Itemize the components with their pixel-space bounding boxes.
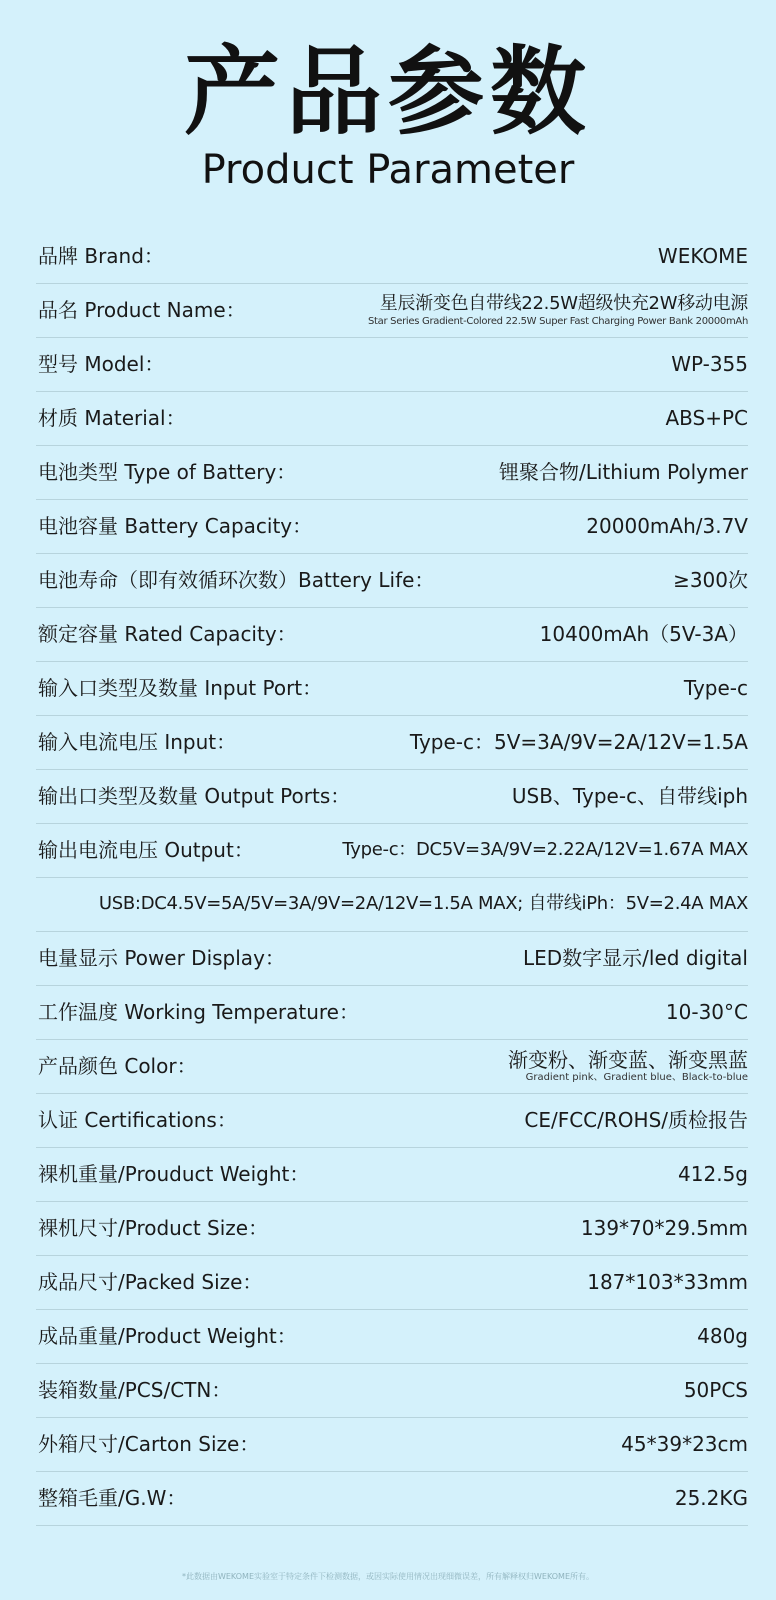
row-value: 139*70*29.5mm xyxy=(580,1216,748,1240)
row-value: 25.2KG xyxy=(674,1486,748,1510)
row-value-sub: Gradient pink、Gradient blue、Black-to-blue xyxy=(525,1072,748,1083)
title-block xyxy=(0,36,776,194)
row-label: 品牌 Brand： xyxy=(38,244,164,268)
row-label: 型号 Model： xyxy=(38,352,165,376)
table-row-output-usb xyxy=(36,878,748,932)
table-row-packed-size xyxy=(36,1256,748,1310)
table-row-rated-capacity xyxy=(36,608,748,662)
table-row-working-temperature xyxy=(36,986,748,1040)
row-value: WP-355 xyxy=(671,352,748,376)
row-value xyxy=(508,1048,748,1084)
row-value: Type-c：DC5V=3A/9V=2.22A/12V=1.67A MAX xyxy=(342,839,748,860)
row-label: 电池寿命（即有效循环次数）Battery Life： xyxy=(38,568,435,592)
table-row-packed-weight xyxy=(36,1310,748,1364)
row-value: LED数字显示/led digital xyxy=(523,946,748,970)
table-row-color xyxy=(36,1040,748,1094)
table-row-product-size xyxy=(36,1202,748,1256)
table-row-certifications xyxy=(36,1094,748,1148)
row-label: 品名 Product Name： xyxy=(38,298,246,322)
table-row-battery-type xyxy=(36,446,748,500)
row-value: CE/FCC/ROHS/质检报告 xyxy=(524,1108,748,1132)
row-value: ABS+PC xyxy=(665,406,748,430)
row-label: 输入口类型及数量 Input Port： xyxy=(38,676,323,700)
row-value-main: 星辰渐变色自带线22.5W超级快充2W移动电源 xyxy=(379,293,748,314)
row-value: 锂聚合物/Lithium Polymer xyxy=(498,460,748,484)
row-label: 额定容量 Rated Capacity： xyxy=(38,622,297,646)
table-row-power-display xyxy=(36,932,748,986)
table-row-material xyxy=(36,392,748,446)
table-row-battery-capacity xyxy=(36,500,748,554)
row-value: 480g xyxy=(697,1324,748,1348)
row-label: 认证 Certifications： xyxy=(38,1108,237,1132)
row-label: 裸机尺寸/Product Size： xyxy=(38,1216,269,1240)
page-title-english: Product Parameter xyxy=(201,147,575,193)
row-value: 412.5g xyxy=(678,1162,748,1186)
parameter-table xyxy=(36,230,748,1526)
row-value: USB、Type-c、自带线iph xyxy=(511,784,748,808)
row-label: 成品尺寸/Packed Size： xyxy=(38,1270,263,1294)
table-row-gross-weight xyxy=(36,1472,748,1526)
row-value: 45*39*23cm xyxy=(621,1432,748,1456)
row-label: 外箱尺寸/Carton Size： xyxy=(38,1432,260,1456)
row-label: 电池容量 Battery Capacity： xyxy=(38,514,313,538)
table-row-model xyxy=(36,338,748,392)
row-label: 输出电流电压 Output： xyxy=(38,838,254,862)
row-value: WEKOME xyxy=(657,244,748,268)
row-value: ≥300次 xyxy=(673,568,748,592)
row-label: 输出口类型及数量 Output Ports： xyxy=(38,784,351,808)
table-row-output xyxy=(36,824,748,878)
row-value-sub: Star Series Gradient-Colored 22.5W Super Fast Charging Power Bank 20000mAh xyxy=(367,316,748,327)
page-title-chinese: 产品参数 xyxy=(184,36,592,148)
row-label: 裸机重量/Prouduct Weight： xyxy=(38,1162,310,1186)
row-value xyxy=(368,292,748,328)
row-value: USB:DC4.5V=5A/5V=3A/9V=2A/12V=1.5A MAX; 自带线iPh：5V=2.4A MAX xyxy=(98,893,748,914)
table-row-brand xyxy=(36,230,748,284)
table-row-input xyxy=(36,716,748,770)
row-value: 50PCS xyxy=(683,1378,748,1402)
row-value: Type-c：5V=3A/9V=2A/12V=1.5A xyxy=(409,730,748,754)
row-label: 整箱毛重/G.W： xyxy=(38,1486,187,1510)
row-value: 10400mAh（5V-3A） xyxy=(539,622,748,646)
table-row-pcs-per-carton xyxy=(36,1364,748,1418)
row-label: 电池类型 Type of Battery： xyxy=(38,460,297,484)
disclaimer-footnote: *此数据由WEKOME实验室于特定条件下检测数据，或因实际使用情况出现细微误差，所有解释权归WEKOME所有。 xyxy=(181,1572,595,1581)
row-label: 成品重量/Product Weight： xyxy=(38,1324,297,1348)
row-value: 187*103*33mm xyxy=(587,1270,748,1294)
row-label: 装箱数量/PCS/CTN： xyxy=(38,1378,232,1402)
table-row-input-port xyxy=(36,662,748,716)
row-value: Type-c xyxy=(683,676,748,700)
row-label: 工作温度 Working Temperature： xyxy=(38,1000,359,1024)
table-row-product-weight xyxy=(36,1148,748,1202)
row-label: 输入电流电压 Input： xyxy=(38,730,237,754)
table-row-output-ports xyxy=(36,770,748,824)
table-row-carton-size xyxy=(36,1418,748,1472)
table-row-product-name xyxy=(36,284,748,338)
row-label: 产品颜色 Color： xyxy=(38,1054,197,1078)
row-value-main: 渐变粉、渐变蓝、渐变黑蓝 xyxy=(508,1048,748,1072)
table-row-battery-life xyxy=(36,554,748,608)
row-value: 10-30°C xyxy=(665,1000,748,1024)
row-label: 电量显示 Power Display： xyxy=(38,946,285,970)
row-value: 20000mAh/3.7V xyxy=(586,514,748,538)
row-label: 材质 Material： xyxy=(38,406,186,430)
